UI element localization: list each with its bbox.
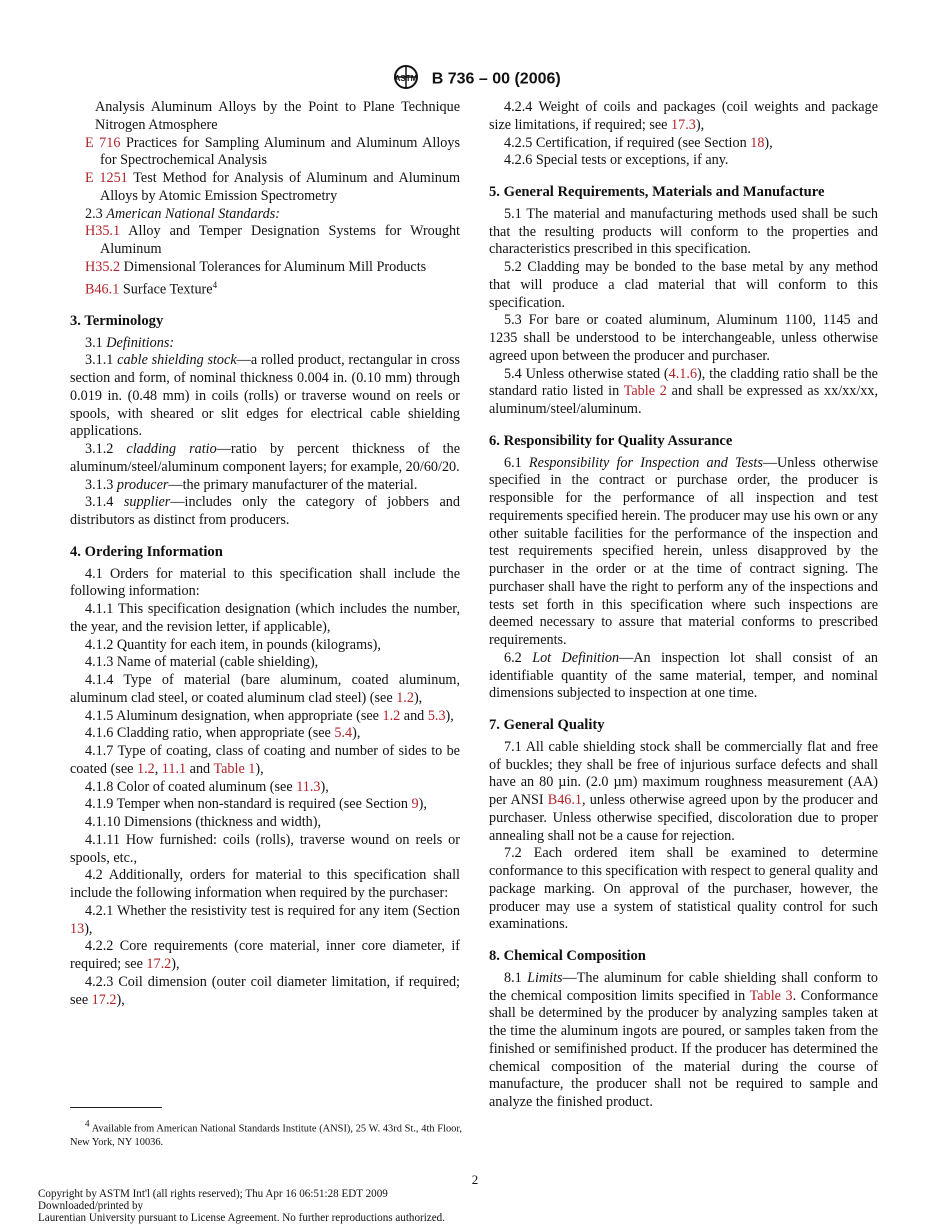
paragraph: 4.1.9 Temper when non-standard is required (see Section 9), bbox=[85, 796, 427, 813]
reference-link[interactable]: E 716 bbox=[85, 134, 121, 151]
section-link[interactable]: 11.1 bbox=[161, 760, 187, 777]
paragraph: 4.2.2 Core requirements (core material, inner core diameter, if required; see 17.2), bbox=[70, 938, 460, 973]
paragraph: 4.1.4 Type of material (bare aluminum, coated aluminum, aluminum clad steel, or coated aluminum clad steel) (see 1.2), bbox=[70, 672, 460, 706]
section-link[interactable]: 13 bbox=[70, 920, 85, 937]
page-header bbox=[0, 64, 950, 95]
reference-e716: E 716 Practices for Sampling Aluminum and Aluminum Alloys for Spectrochemical Analysis bbox=[85, 134, 461, 169]
paragraph: 4.2 Additionally, orders for material to this specification shall include the following information when required by the purchaser: bbox=[70, 867, 460, 902]
paragraph: 4.1.10 Dimensions (thickness and width), bbox=[85, 814, 322, 831]
paragraph: 7.2 Each ordered item shall be examined to determine conformance to this specification with respect to general quality and package marking. On approval of the purchaser, however, the producer may use a system of statistical quality control for such examinations. bbox=[489, 845, 878, 933]
reference-link[interactable]: B46.1 bbox=[547, 792, 583, 808]
paragraph: 3.1.1 cable shielding stock—a rolled product, rectangular in cross section and form, of nominal thickness 0.004 in. (0.10 mm) through 0.019 in. (0.48 mm) in coils (rolls) or traverse wound on reels or spools, with sheared or slit edges for electrical cable shielding applications. bbox=[70, 352, 460, 440]
section-link[interactable]: 1.2 bbox=[396, 689, 414, 706]
paragraph: 4.2.3 Coil dimension (outer coil diameter limitation, if required; see 17.2), bbox=[70, 973, 460, 1008]
paragraph: 6.1 Responsibility for Inspection and Tests—Unless otherwise specified in the contract or purchase order, the producer is responsible for the performance of all inspection and test requirements specified herein. The producer may use his own or any other suitable facilities for the performance of the inspection and test requirements specified herein, unless disapproved by the purchaser in the order or at the time of contract signing. The purchaser shall have the right to perform any of the inspections and tests set forth in this specification where such inspections are deemed necessary to assure that material conforms to prescribed requirements. bbox=[489, 454, 878, 648]
paragraph: 4.1.3 Name of material (cable shielding), bbox=[85, 654, 319, 671]
standard-designation: B 736 – 00 (2006) bbox=[431, 70, 561, 88]
section-link[interactable]: 18 bbox=[750, 134, 765, 151]
paragraph: 4.1.1 This specification designation (which includes the number, the year, and the revision letter, if applicable), bbox=[70, 601, 460, 635]
section-link[interactable]: 5.4 bbox=[334, 725, 353, 742]
reference-h35-2: H35.2 Dimensional Tolerances for Aluminum Mill Products bbox=[85, 258, 427, 275]
right-column bbox=[489, 99, 878, 1112]
section-heading-ordering: 4. Ordering Information bbox=[70, 543, 223, 560]
section-heading-quality-assurance: 6. Responsibility for Quality Assurance bbox=[489, 432, 733, 449]
svg-text:ASTM: ASTM bbox=[394, 74, 418, 83]
table-link[interactable]: Table 1 bbox=[213, 760, 256, 777]
section-heading-general-requirements: 5. General Requirements, Materials and Manufacture bbox=[489, 184, 825, 200]
paragraph: 4.1.11 How furnished: coils (rolls), traverse wound on reels or spools, etc., bbox=[70, 831, 460, 866]
astm-logo bbox=[389, 64, 423, 95]
paragraph: 5.4 Unless otherwise stated (4.1.6), the cladding ratio shall be the standard ratio listed in Table 2 and shall be expressed as xx/xx/xx, aluminum/steel/aluminum. bbox=[489, 365, 878, 417]
paragraph: 4.1.8 Color of coated aluminum (see 11.3), bbox=[85, 778, 329, 795]
section-heading-chemical-composition: 8. Chemical Composition bbox=[489, 948, 646, 964]
paragraph: 4.2.1 Whether the resistivity test is required for any item (Section 13), bbox=[70, 902, 460, 937]
copyright-line: Copyright by ASTM Int'l (all rights reserved); Thu Apr 16 06:51:28 EDT 2009 bbox=[38, 1188, 388, 1200]
paragraph: 3.1.2 cladding ratio—ratio by percent thickness of the aluminum/steel/aluminum component layers; for example, 20/60/20. bbox=[70, 441, 461, 475]
footnote-rule bbox=[70, 1107, 162, 1108]
reference-link[interactable]: H35.2 bbox=[85, 258, 121, 275]
copyright-notice bbox=[38, 1189, 445, 1224]
section-link[interactable]: 11.3 bbox=[296, 778, 321, 795]
paragraph: 4.1.2 Quantity for each item, in pounds (kilograms), bbox=[85, 636, 381, 653]
paragraph: 5.1 The material and manufacturing methods used shall be such that the resulting products will conform to the properties and characteristics prescribed in this specification. bbox=[489, 205, 878, 258]
paragraph: 4.2.5 Certification, if required (see Section 18), bbox=[504, 134, 773, 151]
section-link[interactable]: 17.2 bbox=[146, 956, 172, 973]
section-link[interactable]: 17.2 bbox=[91, 991, 117, 1008]
reference-link[interactable]: B46.1 bbox=[85, 281, 120, 298]
section-heading-terminology: 3. Terminology bbox=[70, 312, 164, 329]
paragraph: 3.1 Definitions: bbox=[85, 334, 175, 351]
paragraph: 6.2 Lot Definition—An inspection lot shall consist of an identifiable quantity of the same material, temper, and nominal dimensions subjected to inspection at one time. bbox=[489, 649, 878, 702]
paragraph: 4.1.5 Aluminum designation, when appropriate (see 1.2 and 5.3), bbox=[85, 707, 454, 724]
reference-b46-1: B46.1 Surface Texture$^4$ bbox=[85, 279, 218, 298]
reference-link[interactable]: E 1251 bbox=[85, 170, 128, 186]
table-link[interactable]: Table 2 bbox=[623, 383, 667, 400]
left-column bbox=[70, 99, 460, 1009]
paragraph: 4.1.7 Type of coating, class of coating and number of sides to be coated (see 1.2, 11.1 and Table 1), bbox=[70, 743, 460, 777]
section-link[interactable]: 1.2 bbox=[136, 760, 155, 777]
paragraph: 4.1 Orders for material to this specification shall include the following information: bbox=[70, 565, 460, 600]
footnote-marker: 4 bbox=[212, 279, 218, 290]
paragraph: 3.1.3 producer—the primary manufacturer of the material. bbox=[85, 476, 418, 493]
paragraph: 7.1 All cable shielding stock shall be commercially flat and free of buckles; they shall be free of injurious surface defects and shall have an 80 µin. (2.0 µm) maximum roughness measurement (AA) per ANSI B46.1, unless otherwise agreed upon by the producer and purchaser. Unless otherwise specified, discoloration due to proper annealing shall not be a cause for rejection. bbox=[489, 738, 878, 844]
reference-continuation: Analysis Aluminum Alloys by the Point to Plane Technique Nitrogen Atmosphere bbox=[95, 99, 460, 133]
page-number: 2 bbox=[471, 1172, 479, 1187]
paragraph: 4.2.6 Special tests or exceptions, if any. bbox=[504, 152, 729, 169]
paragraph: 5.3 For bare or coated aluminum, Aluminum 1100, 1145 and 1235 shall be understood to be interchangeable, unless otherwise agreed upon between the producer and purchaser. bbox=[489, 312, 878, 364]
ansi-heading: 2.3 American National Standards: bbox=[85, 205, 280, 222]
section-link[interactable]: 4.1.6 bbox=[668, 365, 698, 382]
footnote: $^4$ Available from American National Standards Institute (ANSI), 25 W. 43rd St., 4th Floor, New York, NY 10036. bbox=[70, 1119, 462, 1149]
paragraph: 3.1.4 supplier—includes only the category of jobbers and distributors as distinct from producers. bbox=[70, 494, 460, 529]
section-heading-general-quality: 7. General Quality bbox=[489, 717, 605, 733]
paragraph: 8.1 Limits—The aluminum for cable shielding shall conform to the chemical composition limits specified in Table 3. Conformance shall be determined by the producer by analyzing samples taken at the time the aluminum ingots are poured, or samples taken from the finished or semifinished product. If the producer has determined the chemical composition of the material during the course of manufacture, the producer shall not be required to sample and analyze the finished product. bbox=[489, 969, 879, 1110]
paragraph: 5.2 Cladding may be bonded to the base metal by any method that will produce a clad material that will conform to this specification. bbox=[489, 259, 878, 311]
section-link[interactable]: 9 bbox=[411, 796, 419, 813]
copyright-line: Downloaded/printed by bbox=[38, 1199, 144, 1212]
reference-e1251: E 1251 Test Method for Analysis of Aluminum and Aluminum Alloys by Atomic Emission Spectrometry bbox=[85, 170, 460, 204]
section-link[interactable]: 1.2 bbox=[382, 707, 401, 724]
copyright-line: Laurentian University pursuant to License Agreement. No further reproductions authorized. bbox=[38, 1211, 445, 1224]
section-link[interactable]: 17.3 bbox=[671, 116, 696, 133]
table-link[interactable]: Table 3 bbox=[749, 987, 793, 1004]
paragraph: 4.2.4 Weight of coils and packages (coil weights and package size limitations, if required; see 17.3), bbox=[489, 99, 878, 133]
section-link[interactable]: 5.3 bbox=[427, 707, 446, 724]
reference-link[interactable]: H35.1 bbox=[85, 223, 121, 240]
paragraph: 4.1.6 Cladding ratio, when appropriate (see 5.4), bbox=[85, 725, 361, 742]
reference-h35-1: H35.1 Alloy and Temper Designation Systems for Wrought Aluminum bbox=[85, 223, 460, 257]
